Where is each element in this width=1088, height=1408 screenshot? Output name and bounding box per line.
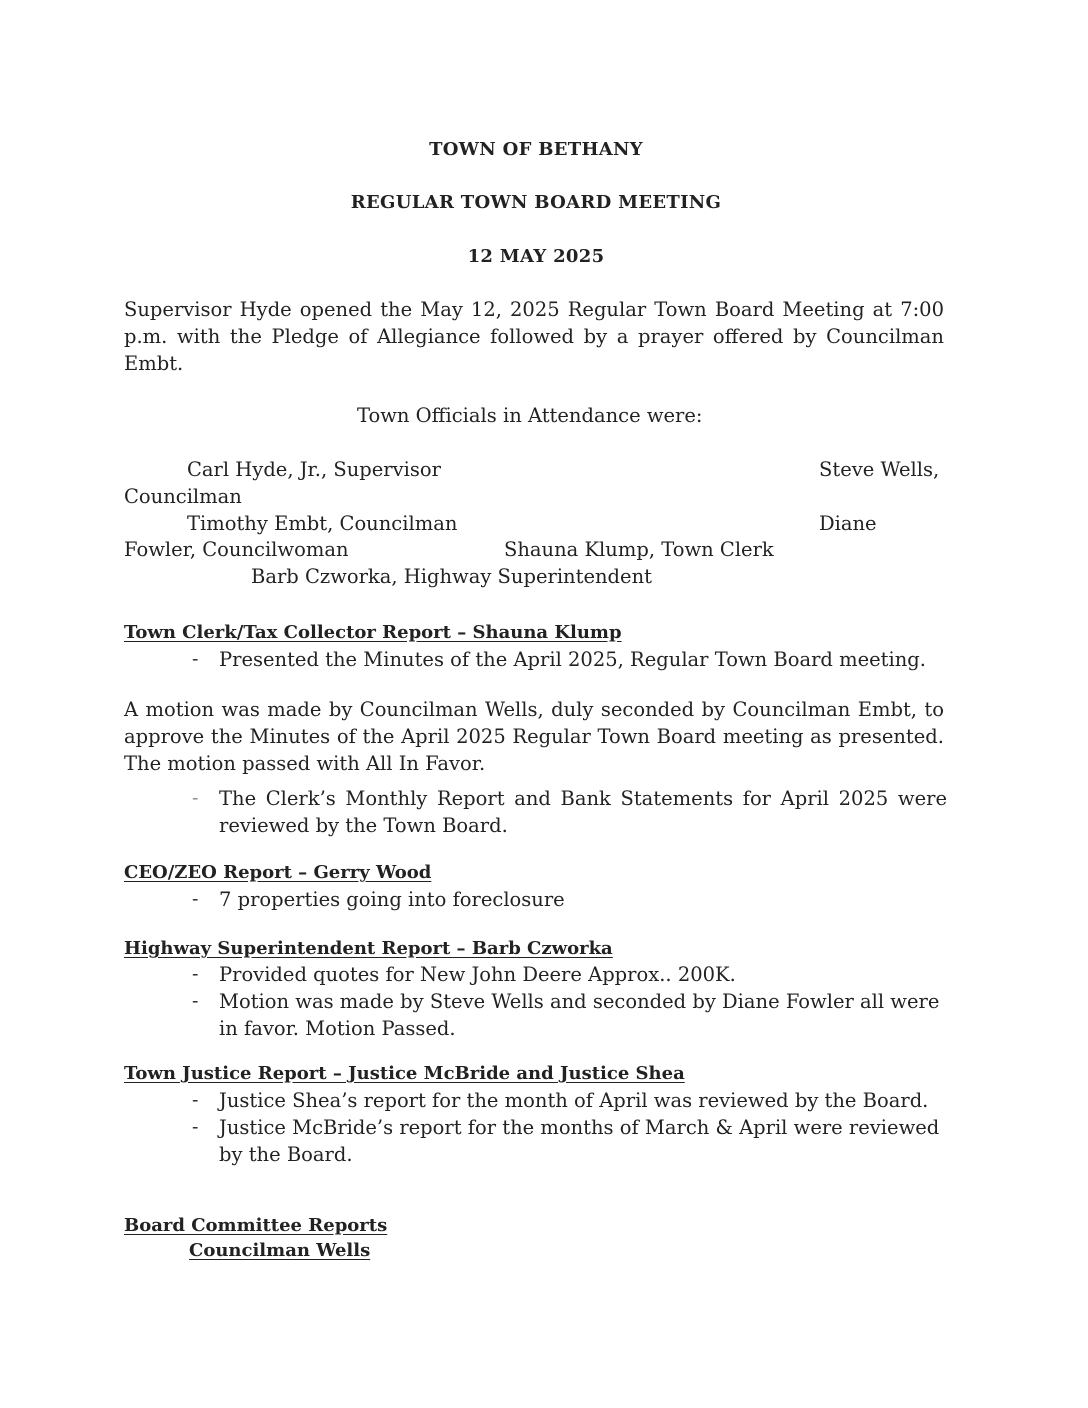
meeting-date: 12 MAY 2025 (467, 246, 605, 267)
bullet-dash: - (192, 1116, 199, 1138)
justice-bullet: Justice Shea’s report for the month of April was reviewed by the Board. (219, 1089, 929, 1112)
attendee-line: Shauna Klump, Town Clerk (504, 538, 774, 561)
clerk-bullet: The Clerk’s Monthly Report and Bank Statements for April 2025 were reviewed by the Town Board. (219, 787, 947, 837)
attendee-line: Diane (819, 512, 877, 535)
attendee-line: Timothy Embt, Councilman (187, 512, 458, 535)
town-title: TOWN OF BETHANY (429, 139, 643, 160)
clerk-motion-paragraph: A motion was made by Councilman Wells, duly seconded by Councilman Embt, to approve the Minutes of the April 2025 Regular Town Board meeting as presented. The motion passed with All In Favor. (124, 698, 944, 775)
clerk-bullet: Presented the Minutes of the April 2025, Regular Town Board meeting. (219, 648, 926, 671)
clerk-report-heading: Town Clerk/Tax Collector Report – Shauna Klump (124, 622, 622, 643)
justice-bullet: Justice McBride’s report for the months of March & April were reviewed by the Board. (219, 1116, 940, 1166)
committee-reports-heading: Board Committee Reports (124, 1215, 388, 1236)
attendee-line: Steve Wells, (819, 458, 940, 481)
meeting-title: REGULAR TOWN BOARD MEETING (350, 192, 722, 213)
attendee-line: Carl Hyde, Jr., Supervisor (187, 458, 441, 481)
bullet-dash: - (192, 648, 199, 670)
opening-paragraph: Supervisor Hyde opened the May 12, 2025 Regular Town Board Meeting at 7:00 p.m. with the Pledge of Allegiance followed by a prayer offered by Councilman Embt. (124, 298, 944, 375)
attendee-line: Councilman (124, 485, 242, 508)
attendee-line: Barb Czworka, Highway Superintendent (251, 565, 652, 588)
bullet-dash: - (192, 963, 199, 985)
highway-bullet: Motion was made by Steve Wells and seconded by Diane Fowler all were in favor. Motion Passed. (219, 990, 940, 1040)
bullet-dash: - (192, 1089, 199, 1111)
bullet-dash: - (192, 787, 199, 809)
ceo-bullet: 7 properties going into foreclosure (219, 888, 565, 911)
ceo-report-heading: CEO/ZEO Report – Gerry Wood (124, 862, 432, 883)
highway-report-heading: Highway Superintendent Report – Barb Czworka (124, 938, 613, 959)
attendance-heading: Town Officials in Attendance were: (357, 404, 703, 427)
highway-bullet: Provided quotes for New John Deere Approx.. 200K. (219, 963, 736, 986)
committee-subheading: Councilman Wells (189, 1240, 371, 1261)
justice-report-heading: Town Justice Report – Justice McBride and Justice Shea (124, 1063, 685, 1084)
attendee-line: Fowler, Councilwoman (124, 538, 349, 561)
bullet-dash: - (192, 990, 199, 1012)
bullet-dash: - (192, 888, 199, 910)
